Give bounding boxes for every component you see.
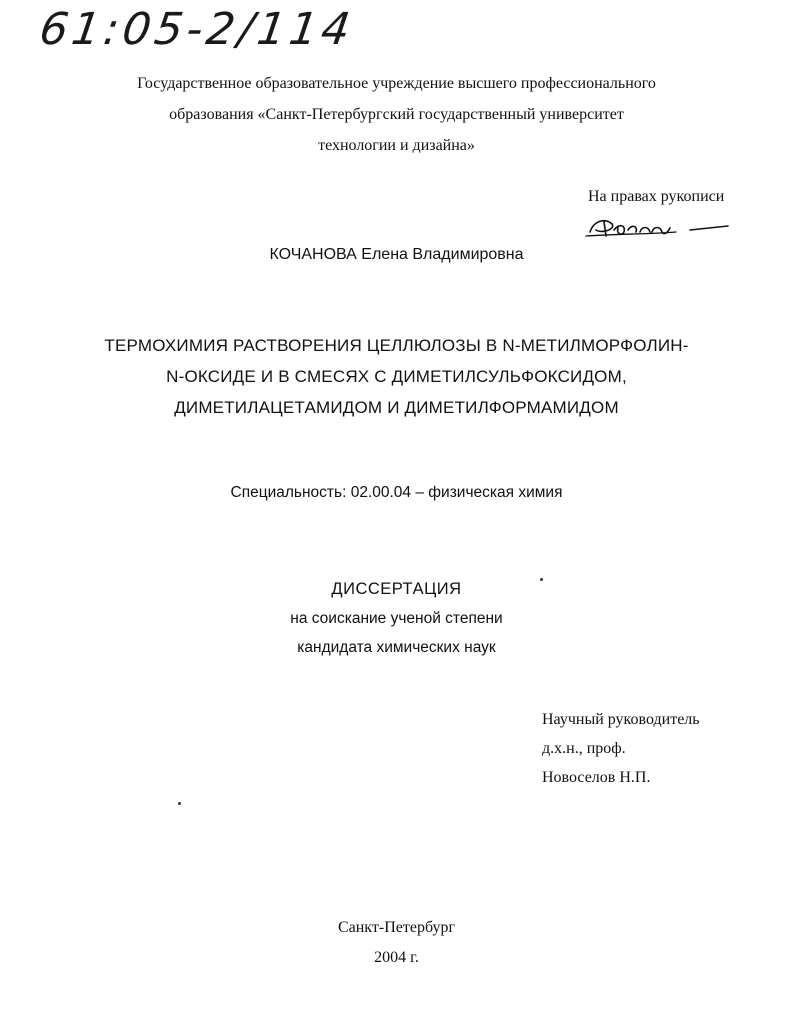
institution-name [0,68,793,161]
handwritten-archive-code: 61:05-2/114 [36,4,358,55]
advisor-role: Научный руководитель [542,711,700,728]
author-signature [584,212,734,242]
dissertation-block [0,575,793,662]
scientific-advisor [542,705,700,792]
scan-speck [178,802,181,805]
dissertation-degree-line: на соискание ученой степени [290,610,503,627]
institution-line-2: образования «Санкт-Петербургский государственный университет [169,106,624,123]
institution-line-1: Государственное образовательное учреждение высшего профессионального [137,75,656,92]
place-and-year [0,913,793,973]
advisor-degree: д.х.н., проф. [542,740,626,757]
year: 2004 г. [374,949,419,966]
city: Санкт-Петербург [337,919,456,936]
manuscript-rights-note: На правах рукописи [588,188,725,205]
advisor-name: Новоселов Н.П. [542,769,651,786]
dissertation-heading: ДИССЕРТАЦИЯ [331,580,462,598]
dissertation-title [0,330,793,423]
title-line-1: ТЕРМОХИМИЯ РАСТВОРЕНИЯ ЦЕЛЛЮЛОЗЫ В N-МЕТИЛМОРФОЛИН- [104,336,689,355]
title-line-3: ДИМЕТИЛАЦЕТАМИДОМ И ДИМЕТИЛФОРМАМИДОМ [174,398,619,417]
author-name: КОЧАНОВА Елена Владимировна [269,246,524,263]
scan-speck [540,578,543,581]
institution-line-3: технологии и дизайна» [318,137,475,154]
dissertation-field-line: кандидата химических наук [297,639,496,656]
title-line-2: N-ОКСИДЕ И В СМЕСЯХ С ДИМЕТИЛСУЛЬФОКСИДОМ, [166,367,627,386]
specialty: Специальность: 02.00.04 – физическая химия [230,484,563,501]
